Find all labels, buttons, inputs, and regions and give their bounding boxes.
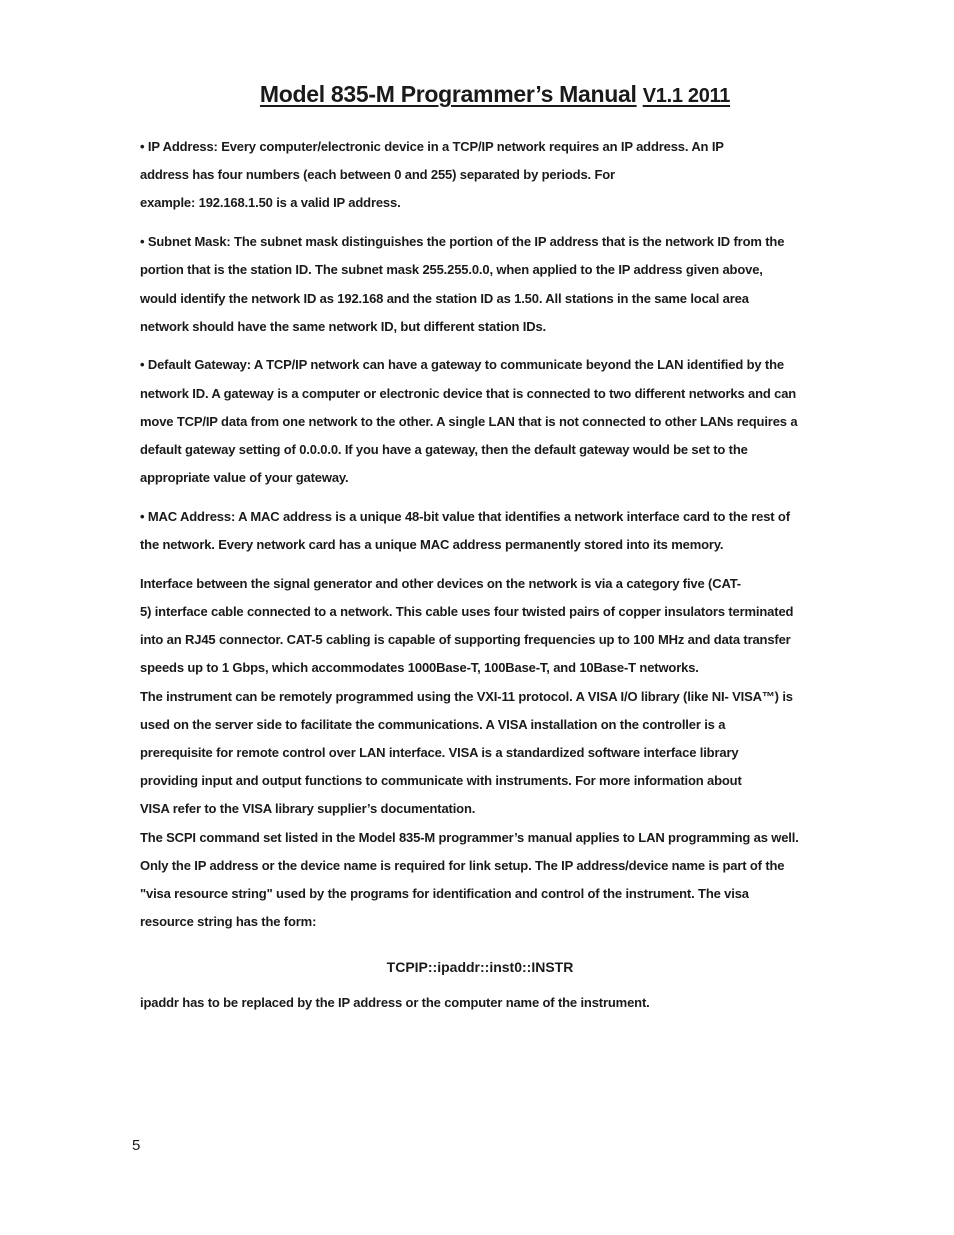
body-text: [140, 133, 848, 936]
text-line: appropriate value of your gateway.: [140, 470, 349, 486]
text-line: address has four numbers (each between 0 and 255) separated by periods. For: [140, 167, 615, 183]
page-number: 5: [132, 1137, 141, 1154]
text-line: "visa resource string" used by the programs for identification and control of the instrument. The visa: [140, 886, 749, 902]
closing-note: ipaddr has to be replaced by the IP address or the computer name of the instrument.: [140, 995, 650, 1010]
title-version: V1.1 2011: [642, 85, 731, 107]
text-line: the network. Every network card has a unique MAC address permanently stored into its memory.: [140, 537, 724, 553]
text-line: VISA refer to the VISA library supplier’s documentation.: [140, 801, 476, 817]
text-line: Only the IP address or the device name is required for link setup. The IP address/device name is part of the: [140, 857, 785, 873]
visa-resource-string: TCPIP::ipaddr::inst0::INSTR: [386, 959, 574, 975]
text-line: The SCPI command set listed in the Model 835-M programmer’s manual applies to LAN programming as well.: [140, 829, 799, 845]
text-line: into an RJ45 connector. CAT-5 cabling is capable of supporting frequencies up to 100 MHz and data transfer: [140, 632, 791, 648]
text-line: • IP Address: Every computer/electronic device in a TCP/IP network requires an IP address. An IP: [140, 139, 724, 154]
text-line: • MAC Address: A MAC address is a unique 48-bit value that identifies a network interface card to the rest of: [140, 508, 790, 524]
text-line: portion that is the station ID. The subnet mask 255.255.0.0, when applied to the IP address given above,: [140, 262, 763, 278]
paragraph-default-gateway: [140, 351, 848, 492]
text-line: network should have the same network ID, but different station IDs.: [140, 318, 547, 334]
title-main: Model 835-M Programmer’s Manual: [259, 81, 637, 107]
text-line: prerequisite for remote control over LAN interface. VISA is a standardized software interface library: [140, 745, 739, 761]
text-line: example: 192.168.1.50 is a valid IP address.: [140, 195, 401, 211]
text-line: • Subnet Mask: The subnet mask distinguishes the portion of the IP address that is the network ID from the: [140, 234, 785, 250]
text-line: Interface between the signal generator and other devices on the network is via a category five (CAT-: [140, 575, 741, 591]
paragraph-mac-address: [140, 503, 848, 559]
paragraph-interface: [140, 570, 848, 937]
text-line: move TCP/IP data from one network to the other. A single LAN that is not connected to other LANs requires a: [140, 413, 798, 429]
text-line: speeds up to 1 Gbps, which accommodates 1000Base-T, 100Base-T, and 10Base-T networks.: [140, 660, 699, 676]
text-line: providing input and output functions to communicate with instruments. For more information about: [140, 773, 742, 789]
text-line: • Default Gateway: A TCP/IP network can have a gateway to communicate beyond the LAN identified by the: [140, 357, 784, 373]
text-line: 5) interface cable connected to a network. This cable uses four twisted pairs of copper insulators terminated: [140, 604, 794, 620]
text-line: The instrument can be remotely programmed using the VXI-11 protocol. A VISA I/O library (like NI- VISA™) is: [140, 688, 793, 704]
text-line: default gateway setting of 0.0.0.0. If you have a gateway, then the default gateway would be set to the: [140, 442, 748, 458]
text-line: network ID. A gateway is a computer or electronic device that is connected to two different networks and can: [140, 385, 797, 401]
paragraph-ip-address: [140, 133, 848, 218]
text-line: resource string has the form:: [140, 914, 317, 930]
text-line: used on the server side to facilitate the communications. A VISA installation on the controller is a: [140, 716, 726, 732]
paragraph-subnet-mask: [140, 228, 848, 341]
text-line: would identify the network ID as 192.168 and the station ID as 1.50. All stations in the same local area: [140, 290, 749, 306]
page-title: [0, 78, 954, 112]
